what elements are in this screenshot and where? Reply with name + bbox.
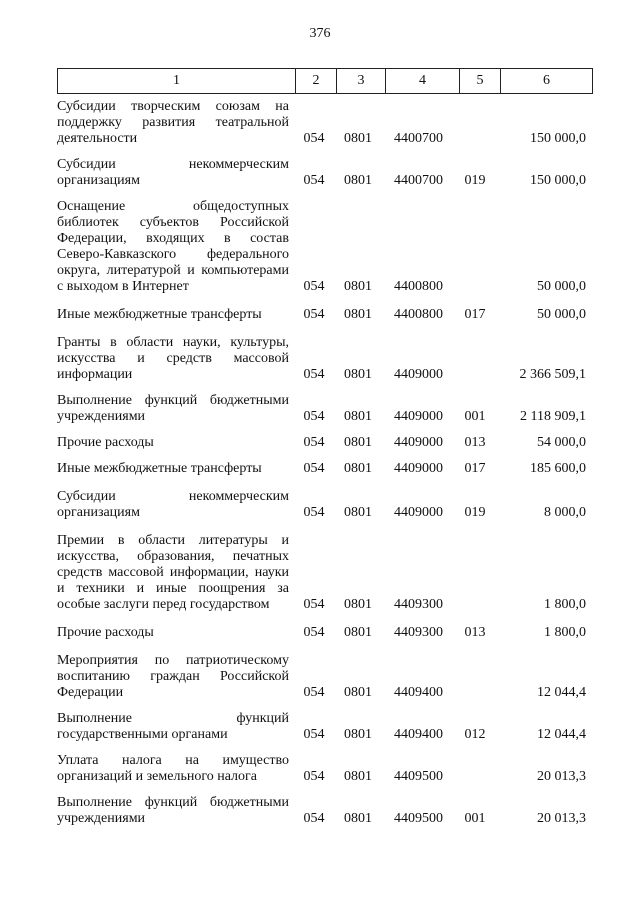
header-col-6: 6 — [501, 69, 593, 94]
row-csr: 4409400 — [394, 727, 443, 742]
row-ved: 054 — [303, 173, 325, 188]
header-col-5: 5 — [460, 69, 501, 94]
row-ved: 054 — [303, 505, 325, 520]
row-csr: 4400800 — [394, 307, 443, 322]
table-row — [57, 307, 587, 323]
row-ved: 054 — [303, 435, 325, 450]
table-row — [57, 711, 587, 743]
row-vr: 017 — [464, 461, 486, 476]
row-vr: 001 — [464, 811, 486, 826]
row-ved: 054 — [303, 131, 325, 146]
row-name: Оснащение общедоступных библиотек субъектов Российской Федерации, входящих в состав Северо-Кавказского федерального округа, литературой и компьютерами с выходом в Интернет — [57, 199, 289, 294]
row-sum: 8 000,0 — [544, 505, 586, 520]
row-ved: 054 — [303, 461, 325, 476]
row-rzpr: 0801 — [344, 597, 372, 612]
row-name: Иные межбюджетные трансферты — [57, 307, 262, 322]
row-name: Иные межбюджетные трансферты — [57, 461, 262, 476]
row-rzpr: 0801 — [344, 131, 372, 146]
row-sum: 50 000,0 — [537, 279, 586, 294]
row-sum: 2 118 909,1 — [520, 409, 586, 424]
table-row — [57, 753, 587, 785]
budget-table-body — [57, 96, 587, 827]
row-csr: 4409500 — [394, 769, 443, 784]
table-row — [57, 489, 587, 521]
row-vr: 013 — [464, 435, 486, 450]
page-number: 376 — [309, 26, 331, 41]
table-row — [57, 199, 587, 295]
table-row — [57, 99, 587, 147]
row-rzpr: 0801 — [344, 435, 372, 450]
row-name: Выполнение функций бюджетными учреждениями — [57, 393, 289, 424]
table-row — [57, 393, 587, 425]
row-name: Выполнение функций бюджетными учреждениями — [57, 795, 289, 826]
row-rzpr: 0801 — [344, 173, 372, 188]
row-name: Субсидии некоммерческим организациям — [57, 157, 289, 188]
row-ved: 054 — [303, 769, 325, 784]
row-vr: 013 — [464, 625, 486, 640]
row-vr: 017 — [464, 307, 486, 322]
table-header — [57, 68, 593, 94]
row-rzpr: 0801 — [344, 811, 372, 826]
row-sum: 20 013,3 — [537, 811, 586, 826]
table-row — [57, 335, 587, 383]
row-vr: 012 — [464, 727, 486, 742]
row-rzpr: 0801 — [344, 279, 372, 294]
row-vr: 001 — [464, 409, 486, 424]
header-col-2: 2 — [296, 69, 337, 94]
row-sum: 50 000,0 — [537, 307, 586, 322]
row-csr: 4400700 — [394, 173, 443, 188]
row-ved: 054 — [303, 597, 325, 612]
table-row — [57, 625, 587, 641]
table-row — [57, 533, 587, 613]
row-sum: 12 044,4 — [537, 727, 586, 742]
row-rzpr: 0801 — [344, 685, 372, 700]
row-ved: 054 — [303, 811, 325, 826]
row-name: Выполнение функций государственными органами — [57, 711, 289, 742]
row-ved: 054 — [303, 307, 325, 322]
row-rzpr: 0801 — [344, 367, 372, 382]
row-ved: 054 — [303, 279, 325, 294]
row-csr: 4409000 — [394, 409, 443, 424]
row-ved: 054 — [303, 625, 325, 640]
table-row — [57, 435, 587, 451]
row-csr: 4400700 — [394, 131, 443, 146]
row-rzpr: 0801 — [344, 461, 372, 476]
header-col-3: 3 — [337, 69, 386, 94]
row-name: Субсидии некоммерческим организациям — [57, 489, 289, 520]
row-vr: 019 — [464, 173, 486, 188]
row-sum: 2 366 509,1 — [519, 367, 586, 382]
row-name: Уплата налога на имущество организаций и земельного налога — [57, 753, 289, 784]
row-rzpr: 0801 — [344, 727, 372, 742]
row-name: Премии в области литературы и искусства, образования, печатных средств массовой информации, науки и техники и иные поощрения за особые заслуги перед государством — [57, 533, 289, 612]
table-row — [57, 795, 587, 827]
row-csr: 4409300 — [394, 625, 443, 640]
row-sum: 185 600,0 — [530, 461, 586, 476]
row-ved: 054 — [303, 685, 325, 700]
row-csr: 4409000 — [394, 505, 443, 520]
table-row — [57, 461, 587, 477]
row-rzpr: 0801 — [344, 409, 372, 424]
row-ved: 054 — [303, 727, 325, 742]
row-sum: 150 000,0 — [530, 173, 586, 188]
row-ved: 054 — [303, 409, 325, 424]
row-csr: 4409000 — [394, 435, 443, 450]
row-rzpr: 0801 — [344, 769, 372, 784]
row-name: Субсидии творческим союзам на поддержку развития театральной деятельности — [57, 99, 289, 146]
row-ved: 054 — [303, 367, 325, 382]
row-csr: 4400800 — [394, 279, 443, 294]
table-row — [57, 157, 587, 189]
row-csr: 4409000 — [394, 461, 443, 476]
header-col-4: 4 — [386, 69, 460, 94]
row-name: Прочие расходы — [57, 435, 154, 450]
row-vr: 019 — [464, 505, 486, 520]
row-sum: 1 800,0 — [544, 597, 586, 612]
row-rzpr: 0801 — [344, 625, 372, 640]
row-csr: 4409300 — [394, 597, 443, 612]
row-name: Мероприятия по патриотическому воспитанию граждан Российской Федерации — [57, 653, 289, 700]
row-csr: 4409500 — [394, 811, 443, 826]
row-name: Гранты в области науки, культуры, искусства и средств массовой информации — [57, 335, 289, 382]
header-col-1: 1 — [58, 69, 296, 94]
row-sum: 20 013,3 — [537, 769, 586, 784]
row-name: Прочие расходы — [57, 625, 154, 640]
row-rzpr: 0801 — [344, 307, 372, 322]
row-rzpr: 0801 — [344, 505, 372, 520]
row-csr: 4409400 — [394, 685, 443, 700]
row-sum: 150 000,0 — [530, 131, 586, 146]
row-sum: 1 800,0 — [544, 625, 586, 640]
row-sum: 54 000,0 — [537, 435, 586, 450]
table-row — [57, 653, 587, 701]
row-csr: 4409000 — [394, 367, 443, 382]
row-sum: 12 044,4 — [537, 685, 586, 700]
